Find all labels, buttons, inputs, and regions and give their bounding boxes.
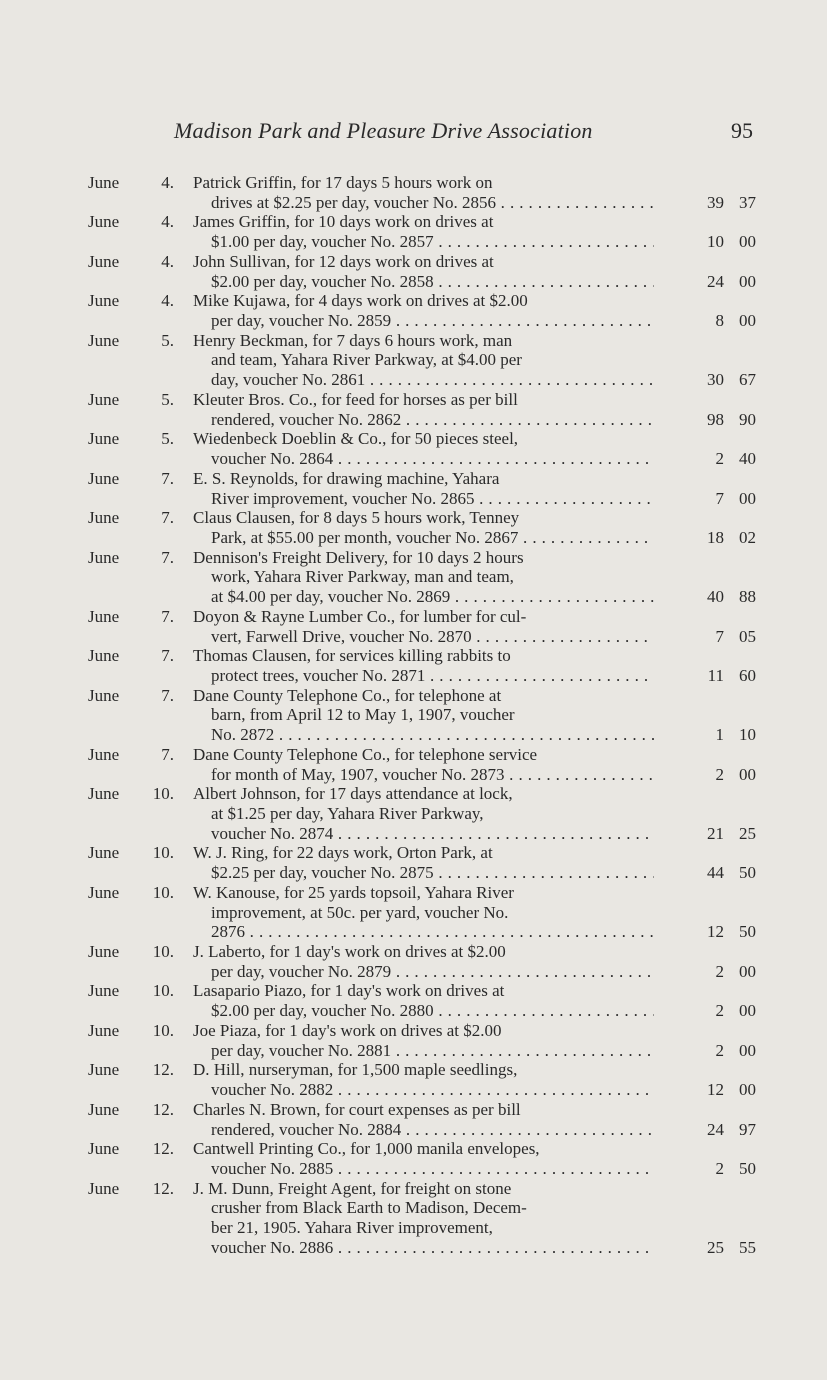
entry-description: voucher No. 2874 . . . — [211, 824, 654, 844]
entry-line — [0, 962, 827, 982]
entry-month: June — [88, 468, 120, 488]
entry-line — [0, 1080, 827, 1100]
entry-day: 7. — [161, 508, 174, 528]
entry-line — [0, 489, 827, 509]
amount-cents: 00 — [739, 764, 756, 784]
amount-dollars: 2 — [715, 961, 724, 981]
entry-month: June — [88, 646, 120, 666]
entry-line — [0, 410, 827, 430]
entry-month: June — [88, 784, 120, 804]
amount-dollars: 21 — [707, 823, 724, 843]
entry-line — [0, 922, 827, 942]
entry-line — [0, 627, 827, 647]
entry-description: Henry Beckman, for 7 days 6 hours work, man — [193, 330, 513, 350]
entry-description: Dane County Telephone Co., for telephone at — [193, 685, 502, 705]
entry-line — [0, 390, 827, 410]
entry-line — [0, 1060, 827, 1080]
amount-cents: 50 — [739, 863, 756, 883]
entry-line — [0, 252, 827, 272]
ledger-entry — [0, 942, 827, 981]
amount-dollars: 7 — [715, 488, 724, 508]
entry-month: June — [88, 744, 120, 764]
entry-line — [0, 1238, 827, 1258]
amount-dollars: 1 — [715, 725, 724, 745]
amount-dollars: 24 — [707, 271, 724, 291]
entry-line — [0, 981, 827, 1001]
entry-month: June — [88, 1178, 120, 1198]
entry-description: per day, voucher No. 2859 . . . — [211, 311, 654, 331]
ledger-entry — [0, 212, 827, 251]
entry-line — [0, 646, 827, 666]
entry-description: at $1.25 per day, Yahara River Parkway, — [211, 804, 484, 823]
page-header — [0, 118, 827, 150]
entry-month: June — [88, 429, 120, 449]
entry-description: W. J. Ring, for 22 days work, Orton Park, at — [193, 843, 493, 863]
entry-day: 7. — [161, 685, 174, 705]
amount-dollars: 8 — [715, 311, 724, 331]
entry-description: Kleuter Bros. Co., for feed for horses as per bill — [193, 389, 518, 409]
entry-description: Mike Kujawa, for 4 days work on drives at $2.00 — [193, 291, 528, 311]
entry-description: per day, voucher No. 2881 . . . — [211, 1041, 654, 1061]
entry-day: 12. — [152, 1139, 174, 1159]
entry-description: Dane County Telephone Co., for telephone service — [193, 744, 538, 764]
entry-line — [0, 212, 827, 232]
entry-description: barn, from April 12 to May 1, 1907, voucher — [211, 705, 515, 725]
entry-month: June — [88, 685, 120, 705]
entry-line — [0, 1021, 827, 1041]
entry-line — [0, 528, 827, 548]
page-number: 95 — [731, 118, 753, 143]
entry-line — [0, 350, 827, 370]
amount-cents: 00 — [739, 232, 756, 252]
entry-line — [0, 666, 827, 686]
entry-day: 7. — [161, 744, 174, 764]
entry-month: June — [88, 173, 120, 192]
ledger-entry — [0, 1060, 827, 1099]
entry-day: 10. — [152, 942, 174, 962]
entry-day: 4. — [161, 251, 174, 271]
entry-description: D. Hill, nurseryman, for 1,500 maple seedlings, — [193, 1060, 518, 1080]
entry-line — [0, 508, 827, 528]
entry-line — [0, 370, 827, 390]
ledger-entry — [0, 331, 827, 390]
entry-line — [0, 804, 827, 824]
amount-cents: 40 — [739, 449, 756, 469]
entry-description: E. S. Reynolds, for drawing machine, Yahara — [193, 468, 500, 488]
entry-month: June — [88, 981, 120, 1001]
ledger-entry — [0, 469, 827, 508]
amount-cents: 05 — [739, 626, 756, 646]
ledger-entry — [0, 252, 827, 291]
ledger-entry — [0, 548, 827, 607]
entry-description: Thomas Clausen, for services killing rabbits to — [193, 646, 511, 666]
running-title: Madison Park and Pleasure Drive Association — [174, 118, 593, 143]
entry-month: June — [88, 508, 120, 528]
entry-description: Claus Clausen, for 8 days 5 hours work, Tenney — [193, 508, 520, 528]
entry-description: protect trees, voucher No. 2871 . . . — [211, 666, 654, 686]
entry-day: 7. — [161, 468, 174, 488]
entry-day: 12. — [152, 1060, 174, 1080]
entry-line — [0, 705, 827, 725]
entry-line — [0, 863, 827, 883]
entry-description: W. Kanouse, for 25 yards topsoil, Yahara River — [193, 882, 514, 902]
amount-dollars: 2 — [715, 1158, 724, 1178]
entry-month: June — [88, 389, 120, 409]
entry-day: 10. — [152, 843, 174, 863]
ledger-entry — [0, 1139, 827, 1178]
entry-line — [0, 1100, 827, 1120]
entry-line — [0, 1139, 827, 1159]
entry-description: $2.25 per day, voucher No. 2875 . . . — [211, 863, 654, 883]
entry-line — [0, 883, 827, 903]
ledger-entry — [0, 1100, 827, 1139]
entry-line — [0, 725, 827, 745]
entry-description: at $4.00 per day, voucher No. 2869 . . . — [211, 587, 654, 607]
entry-description: $2.00 per day, voucher No. 2880 . . . — [211, 1001, 654, 1021]
amount-dollars: 7 — [715, 626, 724, 646]
amount-cents: 00 — [739, 311, 756, 331]
entry-line — [0, 173, 827, 193]
entry-day: 7. — [161, 646, 174, 666]
entry-description: Wiedenbeck Doeblin & Co., for 50 pieces steel, — [193, 429, 519, 449]
entry-description: Cantwell Printing Co., for 1,000 manila envelopes, — [193, 1139, 540, 1159]
entry-day: 4. — [161, 173, 174, 192]
entry-description: Albert Johnson, for 17 days attendance at lock, — [193, 784, 513, 804]
amount-cents: 00 — [739, 488, 756, 508]
entry-line — [0, 291, 827, 311]
entry-line — [0, 1198, 827, 1218]
entry-line — [0, 607, 827, 627]
entry-line — [0, 686, 827, 706]
ledger-entry — [0, 981, 827, 1020]
amount-cents: 90 — [739, 409, 756, 429]
amount-cents: 37 — [739, 192, 756, 212]
entry-description: Patrick Griffin, for 17 days 5 hours work on — [193, 173, 493, 192]
amount-dollars: 11 — [707, 665, 724, 685]
entry-month: June — [88, 547, 120, 567]
ledger-entry — [0, 607, 827, 646]
entry-description: rendered, voucher No. 2862 . . . — [211, 410, 654, 430]
amount-dollars: 2 — [715, 1001, 724, 1021]
entry-description: voucher No. 2882 . . . — [211, 1080, 654, 1100]
ledger-entry — [0, 646, 827, 685]
entry-day: 7. — [161, 606, 174, 626]
amount-cents: 88 — [739, 587, 756, 607]
entry-description: vert, Farwell Drive, voucher No. 2870 . . . — [211, 627, 654, 647]
entry-day: 4. — [161, 212, 174, 232]
entry-line — [0, 1218, 827, 1238]
entry-day: 5. — [161, 330, 174, 350]
entry-description: work, Yahara River Parkway, man and team, — [211, 567, 514, 587]
entry-month: June — [88, 843, 120, 863]
entry-line — [0, 765, 827, 785]
entry-description: voucher No. 2885 . . . — [211, 1159, 654, 1179]
amount-dollars: 12 — [707, 922, 724, 942]
ledger-entry — [0, 745, 827, 784]
amount-dollars: 98 — [707, 409, 724, 429]
entry-line — [0, 232, 827, 252]
entry-line — [0, 469, 827, 489]
entry-description: drives at $2.25 per day, voucher No. 2856 . . . — [211, 193, 654, 213]
entry-description: No. 2872 . . . — [211, 725, 654, 745]
entry-line — [0, 587, 827, 607]
entry-description: Dennison's Freight Delivery, for 10 days 2 hours — [193, 547, 524, 567]
entry-line — [0, 548, 827, 568]
entry-description: voucher No. 2864 . . . — [211, 449, 654, 469]
entry-description: $2.00 per day, voucher No. 2858 . . . — [211, 272, 654, 292]
amount-dollars: 12 — [707, 1080, 724, 1100]
entry-description: J. Laberto, for 1 day's work on drives at $2.00 — [193, 942, 506, 962]
entry-description: $1.00 per day, voucher No. 2857 . . . — [211, 232, 654, 252]
entry-month: June — [88, 1020, 120, 1040]
amount-dollars: 2 — [715, 764, 724, 784]
entry-day: 10. — [152, 1020, 174, 1040]
amount-dollars: 18 — [707, 527, 724, 547]
entry-month: June — [88, 212, 120, 232]
entry-description: Charles N. Brown, for court expenses as per bill — [193, 1099, 521, 1119]
entry-description: 2876 . . . — [211, 922, 654, 942]
amount-cents: 00 — [739, 1040, 756, 1060]
amount-dollars: 30 — [707, 370, 724, 390]
entry-description: rendered, voucher No. 2884 . . . — [211, 1120, 654, 1140]
entry-description: J. M. Dunn, Freight Agent, for freight on stone — [193, 1178, 512, 1198]
entry-line — [0, 193, 827, 213]
entry-line — [0, 311, 827, 331]
entry-month: June — [88, 291, 120, 311]
entry-day: 7. — [161, 547, 174, 567]
entry-line — [0, 843, 827, 863]
amount-dollars: 2 — [715, 449, 724, 469]
entry-line — [0, 1041, 827, 1061]
entry-month: June — [88, 1099, 120, 1119]
entry-description: for month of May, 1907, voucher No. 2873 . . . — [211, 765, 654, 785]
entry-description: John Sullivan, for 12 days work on drives at — [193, 251, 494, 271]
amount-cents: 60 — [739, 665, 756, 685]
amount-dollars: 25 — [707, 1237, 724, 1257]
amount-dollars: 10 — [707, 232, 724, 252]
entry-month: June — [88, 251, 120, 271]
ledger-entry — [0, 1021, 827, 1060]
amount-cents: 10 — [739, 725, 756, 745]
amount-cents: 00 — [739, 1080, 756, 1100]
amount-cents: 00 — [739, 961, 756, 981]
entry-line — [0, 272, 827, 292]
entry-line — [0, 331, 827, 351]
entry-line — [0, 824, 827, 844]
entry-line — [0, 745, 827, 765]
entry-description: improvement, at 50c. per yard, voucher No. — [211, 902, 509, 922]
entry-description: ber 21, 1905. Yahara River improvement, — [211, 1218, 493, 1238]
entry-day: 5. — [161, 429, 174, 449]
ledger-entry — [0, 1179, 827, 1258]
amount-cents: 50 — [739, 922, 756, 942]
entry-month: June — [88, 330, 120, 350]
entry-line — [0, 784, 827, 804]
entry-month: June — [88, 882, 120, 902]
amount-dollars: 39 — [707, 192, 724, 212]
entry-line — [0, 429, 827, 449]
entry-description: James Griffin, for 10 days work on drives at — [193, 212, 494, 232]
ledger-entries — [0, 173, 827, 1258]
amount-dollars: 24 — [707, 1119, 724, 1139]
entry-day: 5. — [161, 389, 174, 409]
entry-description: Lasapario Piazo, for 1 day's work on drives at — [193, 981, 505, 1001]
entry-day: 4. — [161, 291, 174, 311]
ledger-entry — [0, 508, 827, 547]
entry-description: Joe Piaza, for 1 day's work on drives at $2.00 — [193, 1020, 502, 1040]
entry-description: day, voucher No. 2861 . . . — [211, 370, 654, 390]
amount-dollars: 40 — [707, 587, 724, 607]
ledger-entry — [0, 843, 827, 882]
entry-line — [0, 1001, 827, 1021]
amount-cents: 67 — [739, 370, 756, 390]
entry-day: 10. — [152, 784, 174, 804]
entry-day: 10. — [152, 882, 174, 902]
entry-description: per day, voucher No. 2879 . . . — [211, 962, 654, 982]
amount-cents: 00 — [739, 1001, 756, 1021]
entry-description: voucher No. 2886 . . . — [211, 1238, 654, 1258]
entry-description: and team, Yahara River Parkway, at $4.00 per — [211, 350, 522, 370]
entry-day: 12. — [152, 1099, 174, 1119]
entry-month: June — [88, 1060, 120, 1080]
ledger-entry — [0, 390, 827, 429]
amount-cents: 50 — [739, 1158, 756, 1178]
ledger-entry — [0, 784, 827, 843]
amount-cents: 02 — [739, 527, 756, 547]
entry-line — [0, 942, 827, 962]
entry-line — [0, 1159, 827, 1179]
entry-day: 12. — [152, 1178, 174, 1198]
amount-cents: 55 — [739, 1237, 756, 1257]
ledger-entry — [0, 429, 827, 468]
entry-month: June — [88, 942, 120, 962]
amount-dollars: 2 — [715, 1040, 724, 1060]
entry-line — [0, 1179, 827, 1199]
entry-month: June — [88, 1139, 120, 1159]
entry-day: 10. — [152, 981, 174, 1001]
ledger-entry — [0, 291, 827, 330]
entry-line — [0, 903, 827, 923]
entry-description: River improvement, voucher No. 2865 . . . — [211, 489, 654, 509]
ledger-entry — [0, 883, 827, 942]
amount-cents: 00 — [739, 271, 756, 291]
entry-line — [0, 1120, 827, 1140]
entry-month: June — [88, 606, 120, 626]
amount-cents: 97 — [739, 1119, 756, 1139]
amount-cents: 25 — [739, 823, 756, 843]
entry-line — [0, 449, 827, 469]
ledger-entry — [0, 173, 827, 212]
entry-description: Park, at $55.00 per month, voucher No. 2867 . . . — [211, 528, 654, 548]
amount-dollars: 44 — [707, 863, 724, 883]
ledger-entry — [0, 686, 827, 745]
entry-line — [0, 567, 827, 587]
entry-description: crusher from Black Earth to Madison, Decem- — [211, 1198, 527, 1218]
entry-description: Doyon & Rayne Lumber Co., for lumber for cul- — [193, 606, 527, 626]
